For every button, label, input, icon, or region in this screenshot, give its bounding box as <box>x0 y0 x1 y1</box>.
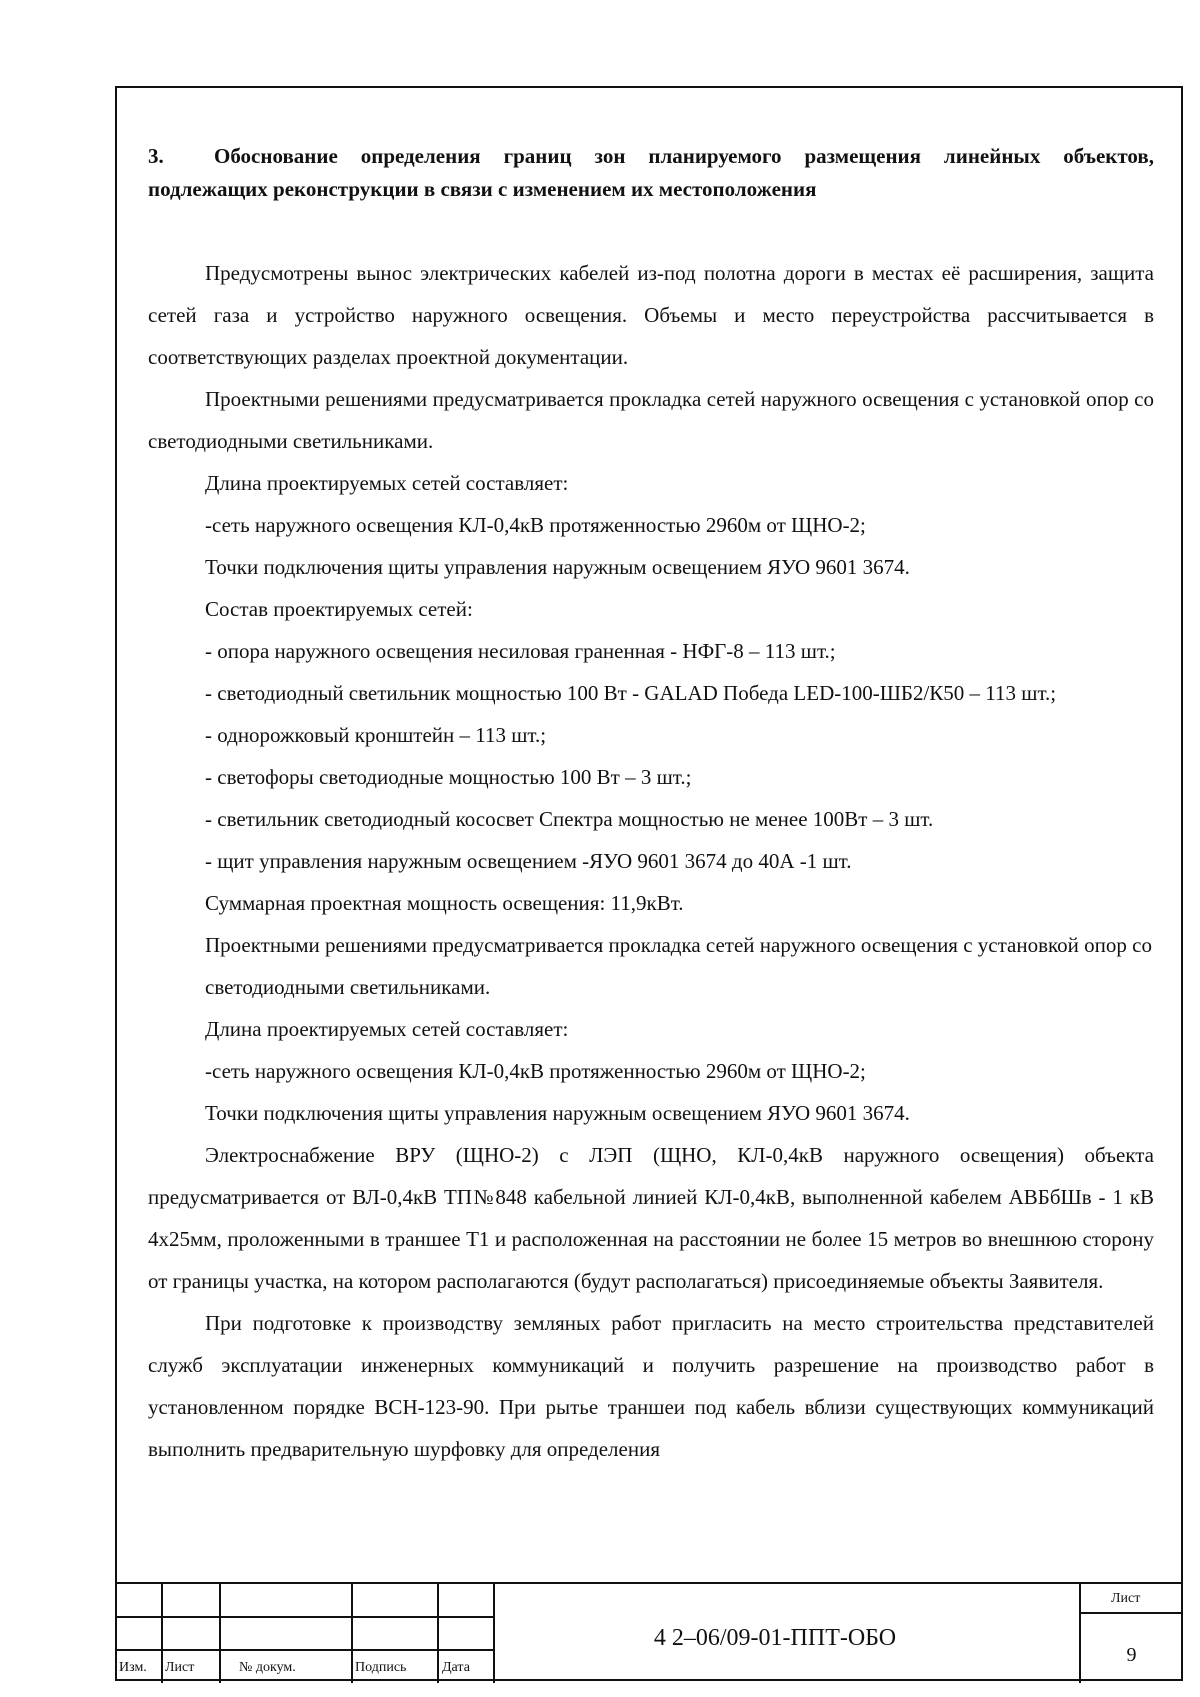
document-code: 4 2–06/09-01-ППТ-ОБО <box>653 1625 897 1651</box>
grid-line <box>351 1584 353 1683</box>
paragraph: Предусмотрены вынос электрических кабелей из-под полотна дороги в местах её расширения, защита сетей газа и устройство наружного освещения. Объемы и место переустройства рассчитывается в соответствующих разделах проектной документации. <box>148 261 1154 369</box>
paragraph: Суммарная проектная мощность освещения: 11,9кВт. <box>205 891 684 915</box>
section-heading <box>148 140 1154 206</box>
list-item: -сеть наружного освещения КЛ-0,4кВ протяженностью 2960м от ЩНО-2; <box>205 1059 866 1083</box>
stamp-izm-label: Изм. <box>119 1660 147 1675</box>
paragraph: Проектными решениями предусматривается прокладка сетей наружного освещения с установкой опор со светодиодными светильниками. <box>148 387 1154 453</box>
paragraph: Точки подключения щиты управления наружным освещением ЯУО 9601 3674. <box>205 555 910 579</box>
paragraph: Состав проектируемых сетей: <box>205 597 473 621</box>
stamp-date-label: Дата <box>442 1660 470 1675</box>
grid-line <box>1079 1612 1183 1614</box>
list-item: - щит управления наружным освещением -ЯУО 9601 3674 до 40А -1 шт. <box>205 849 852 873</box>
title-block <box>115 1582 1183 1683</box>
paragraph: Проектными решениями предусматривается прокладка сетей наружного освещения с установкой опор со светодиодными светильниками. <box>205 933 1152 999</box>
section-text <box>148 252 1154 1470</box>
list-item: - однорожковый кронштейн – 113 шт.; <box>205 723 547 747</box>
list-item: -сеть наружного освещения КЛ-0,4кВ протяженностью 2960м от ЩНО-2; <box>205 513 866 537</box>
sheet-number: 9 <box>1126 1644 1137 1666</box>
grid-line <box>437 1584 439 1683</box>
paragraph: Длина проектируемых сетей составляет: <box>205 1017 569 1041</box>
stamp-list-label: Лист <box>165 1660 195 1675</box>
section-title: Обоснование определения границ зон планируемого размещения линейных объектов, подлежащих реконструкции в связи с изменением их местоположения <box>148 144 1154 201</box>
paragraph: При подготовке к производству земляных работ пригласить на место строительства представителей служб эксплуатации инженерных коммуникаций и получить разрешение на производство работ в установленном порядке ВСН-123-90. При рытье траншеи под кабель вблизи существующих коммуникаций выполнить предварительную шурфовку для определения <box>148 1311 1154 1461</box>
grid-line <box>115 1649 493 1651</box>
document-body <box>148 140 1154 1470</box>
section-number: 3. <box>148 144 164 168</box>
sheet-label: Лист <box>1111 1591 1141 1606</box>
list-item: - светильник светодиодный кососвет Спектра мощностью не менее 100Вт – 3 шт. <box>205 807 934 831</box>
grid-line <box>1079 1584 1081 1683</box>
stamp-sign-label: Подпись <box>355 1660 407 1675</box>
list-item: - светодиодный светильник мощностью 100 Вт - GALAD Победа LED-100-ШБ2/К50 – 113 шт.; <box>205 681 1057 705</box>
grid-line <box>219 1584 221 1683</box>
paragraph: Длина проектируемых сетей составляет: <box>205 471 569 495</box>
grid-line <box>161 1584 163 1683</box>
list-item: - опора наружного освещения несиловая граненная - НФГ-8 – 113 шт.; <box>205 639 836 663</box>
paragraph: Электроснабжение ВРУ (ЩНО-2) с ЛЭП (ЩНО, КЛ-0,4кВ наружного освещения) объекта предусматривается от ВЛ-0,4кВ ТП№848 кабельной линией КЛ-0,4кВ, выполненной кабелем АВБбШв - 1 кВ 4х25мм, проложенными в траншее Т1 и расположенная на расстоянии не более 15 метров во внешнюю сторону от границы участка, на котором располагаются (будут располагаться) присоединяемые объекты Заявителя. <box>148 1143 1154 1293</box>
grid-line <box>115 1616 493 1618</box>
paragraph: Точки подключения щиты управления наружным освещением ЯУО 9601 3674. <box>205 1101 910 1125</box>
stamp-doc-label: № докум. <box>239 1660 296 1675</box>
list-item: - светофоры светодиодные мощностью 100 Вт – 3 шт.; <box>205 765 692 789</box>
